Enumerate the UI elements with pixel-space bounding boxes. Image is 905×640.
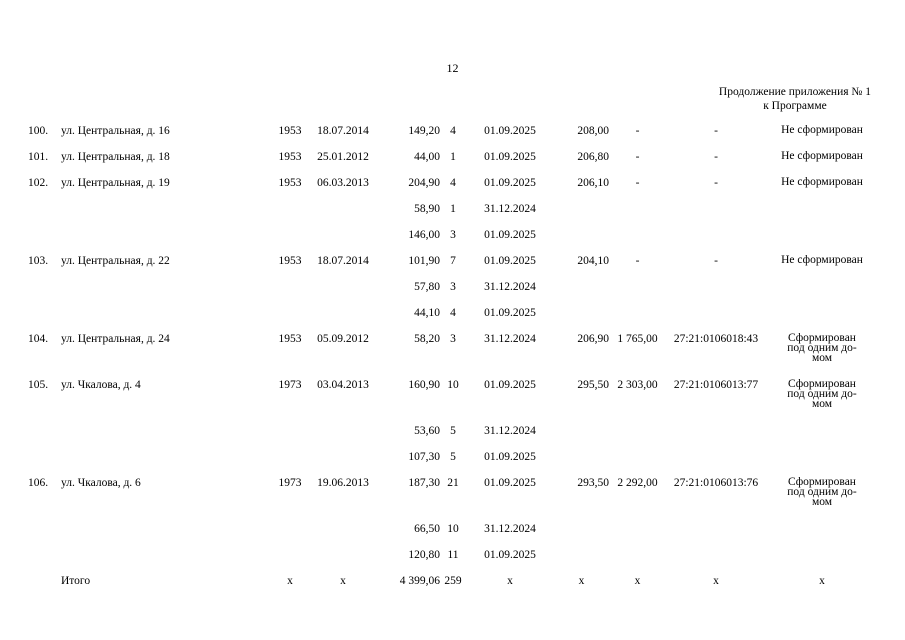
status-line: Сформирован (788, 379, 856, 390)
date-cell: 06.03.2013 (317, 177, 369, 189)
area2-cell: 293,50 (577, 477, 609, 489)
status-cell (766, 177, 878, 203)
date-cell: 19.06.2013 (317, 477, 369, 489)
status-line: Не сформирован (781, 125, 863, 136)
area2-cell: 206,80 (577, 151, 609, 163)
total-row (28, 575, 878, 601)
total-area2: x (578, 575, 585, 587)
total-area: 4 399,06 (399, 575, 440, 587)
total-year: x (287, 575, 293, 587)
plan-date-cell: 01.09.2025 (484, 125, 536, 137)
cadastral-cell: - (714, 125, 718, 137)
status-line: Сформирован (788, 333, 856, 344)
row-number: 106. (28, 477, 49, 489)
table-row (28, 177, 878, 203)
plan-date-cell: 31.12.2024 (484, 203, 536, 215)
cadastral-cell: - (714, 151, 718, 163)
cost-cell: 1 765,00 (617, 333, 658, 345)
year-cell: 1973 (278, 379, 302, 391)
area2-cell: 206,90 (577, 333, 609, 345)
cost-cell: - (635, 125, 640, 137)
year-cell: 1953 (278, 125, 302, 137)
total-people: 259 (444, 575, 462, 587)
people-cell: 1 (450, 203, 456, 215)
area-cell: 160,90 (408, 379, 440, 391)
row-number: 101. (28, 151, 49, 163)
date-cell: 05.09.2012 (317, 333, 369, 345)
people-cell: 4 (450, 307, 456, 319)
area2-cell: 208,00 (577, 125, 609, 137)
people-cell: 3 (450, 281, 456, 293)
status-line: мом (811, 496, 833, 508)
address-cell: ул. Центральная, д. 24 (61, 333, 170, 345)
address-cell: ул. Чкалова, д. 6 (61, 477, 141, 489)
cadastral-cell: - (714, 255, 718, 267)
status-line: под одним до- (787, 486, 857, 498)
status-cell (766, 151, 878, 177)
plan-date-cell: 01.09.2025 (484, 549, 536, 561)
people-cell: 5 (450, 425, 456, 437)
area-cell: 146,00 (408, 229, 440, 241)
cadastral-cell: 27:21:0106013:77 (673, 379, 759, 391)
address-cell: ул. Центральная, д. 18 (61, 151, 170, 163)
row-number: 105. (28, 379, 49, 391)
people-cell: 10 (447, 379, 459, 391)
table-row (28, 203, 878, 229)
status-line: под одним до- (787, 342, 857, 354)
people-cell: 11 (447, 549, 459, 561)
area2-cell: 206,10 (577, 177, 609, 189)
plan-date-cell: 31.12.2024 (484, 281, 536, 293)
status-line: Не сформирован (781, 255, 863, 266)
people-cell: 3 (450, 229, 456, 241)
area-cell: 58,20 (414, 333, 440, 345)
area-cell: 58,90 (414, 203, 440, 215)
year-cell: 1953 (278, 177, 302, 189)
status-line: под одним до- (787, 388, 857, 400)
area-cell: 187,30 (408, 477, 440, 489)
table-row (28, 307, 878, 333)
total-cost: x (634, 575, 641, 587)
status-cell (766, 333, 878, 379)
plan-date-cell: 01.09.2025 (484, 451, 536, 463)
people-cell: 7 (450, 255, 456, 267)
area-cell: 57,80 (414, 281, 440, 293)
area-cell: 107,30 (408, 451, 440, 463)
table-row (28, 333, 878, 379)
year-cell: 1973 (278, 477, 302, 489)
row-number: 100. (28, 125, 49, 137)
area2-cell: 204,10 (577, 255, 609, 267)
plan-date-cell: 01.09.2025 (484, 151, 536, 163)
people-cell: 4 (450, 125, 456, 137)
plan-date-cell: 01.09.2025 (484, 177, 536, 189)
cost-cell: 2 292,00 (617, 477, 658, 489)
plan-date-cell: 31.12.2024 (484, 333, 536, 345)
total-plan-date: x (507, 575, 513, 587)
people-cell: 3 (450, 333, 456, 345)
plan-date-cell: 01.09.2025 (484, 307, 536, 319)
status-cell (766, 477, 878, 523)
appendix-line-1: Продолжение приложения № 1 (718, 86, 871, 98)
status-line: Не сформирован (781, 151, 863, 162)
status-line: Не сформирован (781, 177, 863, 188)
cadastral-cell: 27:21:0106013:76 (673, 477, 759, 489)
page-number: 12 (446, 61, 459, 75)
area-cell: 120,80 (408, 549, 440, 561)
table-row (28, 229, 878, 255)
cost-cell: - (635, 151, 640, 163)
area-cell: 53,60 (414, 425, 440, 437)
table-row (28, 281, 878, 307)
appendix-line-2: к Программе (763, 100, 827, 112)
plan-date-cell: 31.12.2024 (484, 523, 536, 535)
year-cell: 1953 (278, 151, 302, 163)
table-row (28, 523, 878, 549)
table-row (28, 255, 878, 281)
cadastral-cell: - (714, 177, 718, 189)
address-cell: ул. Чкалова, д. 4 (61, 379, 141, 391)
status-cell (766, 379, 878, 425)
total-cadastral: x (713, 575, 719, 587)
area-cell: 101,90 (408, 255, 440, 267)
row-number: 103. (28, 255, 49, 267)
table-row (28, 425, 878, 451)
area-cell: 149,20 (408, 125, 440, 137)
appendix-heading (719, 85, 871, 113)
people-cell: 21 (447, 477, 459, 489)
people-cell: 5 (450, 451, 456, 463)
total-status: x (819, 575, 825, 587)
year-cell: 1953 (278, 255, 302, 267)
row-number: 102. (28, 177, 49, 189)
row-number: 104. (28, 333, 49, 345)
table-row (28, 477, 878, 523)
table-row (28, 151, 878, 177)
table-body (28, 125, 878, 575)
date-cell: 25.01.2012 (317, 151, 369, 163)
date-cell: 03.04.2013 (317, 379, 369, 391)
address-cell: ул. Центральная, д. 22 (61, 255, 170, 267)
date-cell: 18.07.2014 (317, 125, 369, 137)
plan-date-cell: 01.09.2025 (484, 379, 536, 391)
people-cell: 4 (450, 177, 456, 189)
plan-date-cell: 01.09.2025 (484, 255, 536, 267)
year-cell: 1953 (278, 333, 302, 345)
status-cell (766, 125, 878, 151)
status-cell (766, 255, 878, 281)
status-line: мом (811, 352, 833, 364)
people-cell: 10 (447, 523, 459, 535)
table-row (28, 379, 878, 425)
cost-cell: 2 303,00 (617, 379, 658, 391)
total-label: Итого (61, 575, 91, 587)
cost-cell: - (635, 177, 640, 189)
status-line: Сформирован (788, 477, 856, 488)
address-cell: ул. Центральная, д. 16 (61, 125, 170, 137)
area-cell: 44,10 (414, 307, 440, 319)
housing-table (28, 125, 878, 601)
area2-cell: 295,50 (577, 379, 609, 391)
cost-cell: - (635, 255, 640, 267)
plan-date-cell: 01.09.2025 (484, 229, 536, 241)
address-cell: ул. Центральная, д. 19 (61, 177, 170, 189)
date-cell: 18.07.2014 (317, 255, 369, 267)
table-row (28, 451, 878, 477)
area-cell: 66,50 (414, 523, 440, 535)
people-cell: 1 (450, 151, 456, 163)
plan-date-cell: 31.12.2024 (484, 425, 536, 437)
table-row (28, 125, 878, 151)
total-date: x (340, 575, 346, 587)
area-cell: 204,90 (408, 177, 440, 189)
status-line: мом (811, 398, 833, 410)
area-cell: 44,00 (414, 151, 440, 163)
cadastral-cell: 27:21:0106018:43 (673, 333, 759, 345)
plan-date-cell: 01.09.2025 (484, 477, 536, 489)
table-row (28, 549, 878, 575)
